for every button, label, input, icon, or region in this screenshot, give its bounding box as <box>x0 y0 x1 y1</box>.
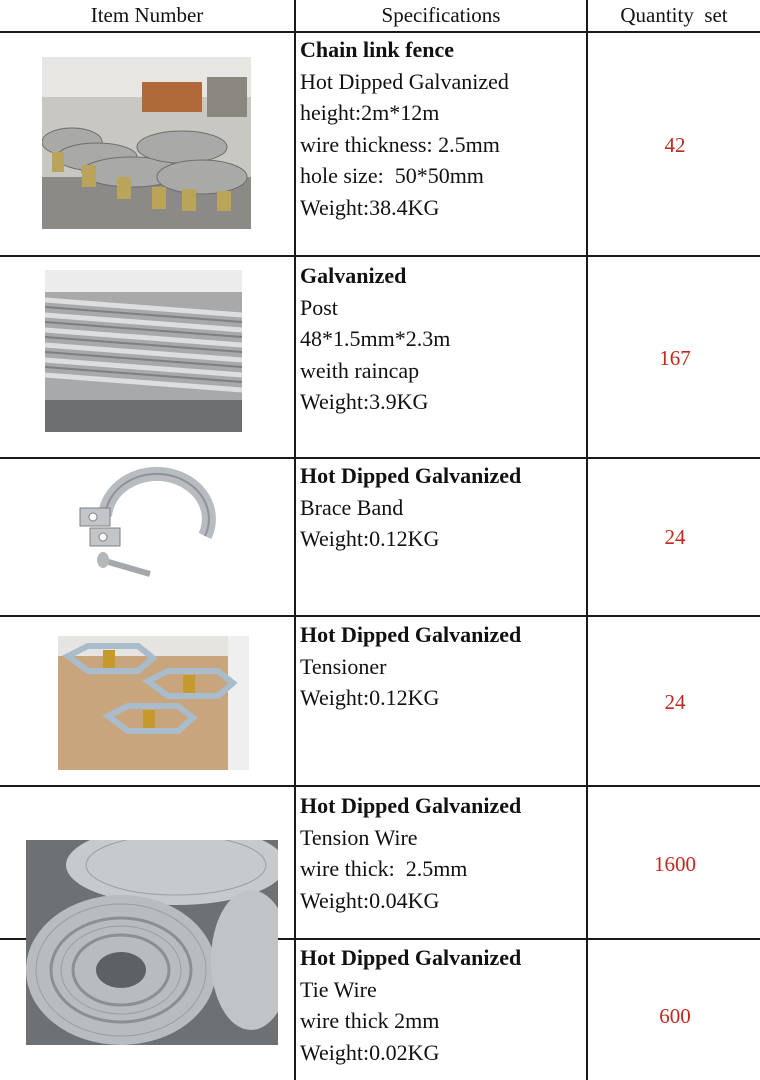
quantity-value: 600 <box>659 1004 691 1028</box>
spec-cell <box>300 619 586 714</box>
spec-cell <box>300 790 586 916</box>
spec-line: Weight:0.02KG <box>300 1039 440 1065</box>
quantity-value: 1600 <box>654 852 696 876</box>
chain-link-fence-rolls-photo <box>42 57 251 229</box>
spec-line: Brace Band <box>300 494 404 520</box>
spec-title: Hot Dipped Galvanized <box>300 793 522 818</box>
brace-band-photo <box>65 466 233 591</box>
spec-line: Tie Wire <box>300 976 377 1002</box>
tension-wire-coils-photo <box>26 840 278 1045</box>
spec-title: Chain link fence <box>300 37 455 62</box>
spec-line: weith raincap <box>300 357 420 383</box>
row-divider <box>0 255 760 257</box>
spec-title: Galvanized <box>300 263 407 288</box>
spec-line: wire thick: 2.5mm <box>300 856 468 881</box>
column-divider <box>586 0 588 1080</box>
spec-cell <box>300 460 586 555</box>
spec-line: hole size: 50*50mm <box>300 163 484 188</box>
spec-line: Hot Dipped Galvanized <box>300 68 509 94</box>
quantity-value: 167 <box>659 346 691 370</box>
spec-title: Hot Dipped Galvanized <box>300 945 522 970</box>
spec-line: Tensioner <box>300 653 387 679</box>
tensioner-photo <box>58 636 249 770</box>
quantity-value: 42 <box>664 133 686 157</box>
quantity-value: 24 <box>664 690 686 714</box>
spec-title: Hot Dipped Galvanized <box>300 622 522 647</box>
spec-line: Weight:3.9KG <box>300 389 429 414</box>
spec-line: Weight:38.4KG <box>300 194 440 220</box>
header-item-number: Item Number <box>90 3 204 27</box>
spec-cell <box>300 34 586 223</box>
column-divider <box>294 0 296 1080</box>
galvanized-posts-photo <box>45 270 242 432</box>
spec-line: height:2m*12m <box>300 100 440 125</box>
spec-line: wire thickness: 2.5mm <box>300 131 500 157</box>
spec-line: Tension Wire <box>300 824 418 850</box>
spec-line: 48*1.5mm*2.3m <box>300 326 451 351</box>
spec-cell <box>300 260 586 418</box>
spec-line: Post <box>300 294 338 320</box>
spec-title: Hot Dipped Galvanized <box>300 463 522 488</box>
quantity-value: 24 <box>664 525 686 549</box>
row-divider <box>0 785 760 787</box>
spec-cell <box>300 942 586 1068</box>
header-specifications: Specifications <box>381 3 501 27</box>
spec-line: Weight:0.12KG <box>300 526 440 551</box>
spec-line: wire thick 2mm <box>300 1008 440 1033</box>
spec-line: Weight:0.04KG <box>300 887 440 913</box>
row-divider <box>0 457 760 459</box>
header-divider <box>0 31 760 33</box>
row-divider-stub <box>0 938 26 940</box>
row-divider <box>0 615 760 617</box>
header-quantity: Quantity set <box>620 3 728 27</box>
spec-line: Weight:0.12KG <box>300 685 440 710</box>
